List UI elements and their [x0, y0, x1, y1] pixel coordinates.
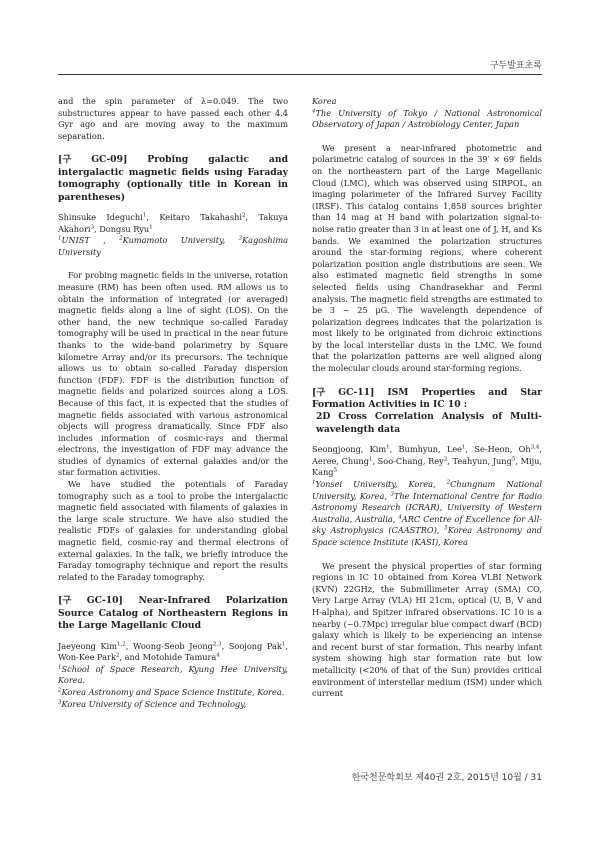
gc10-affiliation-4: $^4$The University of Tokyo / National Astronomical Observatory of Japan / Astrobiology Center, Japan	[312, 107, 542, 130]
gc10-affiliation-2: $^2$Korea Astronomy and Space Science Institute, Korea.	[58, 687, 285, 697]
previous-abstract-continuation: and the spin parameter of λ=0.049. The two substructures appear to have passed each other 4.4 Gyr ago and are moving away to the maximum separation.	[58, 96, 288, 141]
gc10-title: [구 GC-10] Near-Infrared Polarization Source Catalog of Northeastern Regions in the Large Magellanic Cloud	[58, 595, 288, 632]
gc10-affiliation-1: $^1$School of Space Research, Kyung Hee University, Korea.	[58, 663, 288, 686]
gc09-affiliations: $^1$UNIST , $^2$Kumamoto University, $^3$Kagoshima University	[58, 235, 288, 257]
gc09-title: [구 GC-09] Probing galactic and intergalactic magnetic fields using Faraday tomography (optionally title in Korean in parentheses)	[58, 154, 288, 203]
gc10-authors: Jaeyeong Kim$^{1,2}$, Woong-Seob Jeong$^{2,3}$, Soojong Pak$^1$, Won-Kee Park$^2$, and Motohide Tamura$^4$	[58, 640, 288, 663]
gc11-title-line-2: 2D Cross Correlation Analysis of Multi-wavelength data	[316, 411, 542, 435]
left-column	[58, 96, 288, 710]
section-header-label: 구두발표초록	[489, 61, 542, 71]
gc09-authors: Shinsuke Ideguchi$^1$, Keitaro Takahashi$^2$, Takuya Akahori$^3$, Dongsu Ryu$^1$	[58, 212, 288, 234]
gc10-abstract: We present a near-infrared photometric and polarimetric catalog of sources in the 39′ × 69′ fields on the northeastern part of the Large Magellanic Cloud (LMC), which was observed using SIRPOL, an imaging polarimeter of the Infrared Survey Facility (IRSF). This catalog contains 1,858 sources brighter than 14 mag at H band with polarization signal-to-noise ratio greater than 3 in at least one of J, H, and Ks bands. We examined the polarization structures around the star-forming regions, where coherent polarization position angle distributions are seen. We also estimated magnetic field strengths in some selected fields using Chandrasekhar and Fermi analysis. The magnetic field strengths are estimated to be 3 ~ 25 μG. The wavelength dependence of polarization degrees indicates that the polarization is most likely to be originated from dichroic extinctions by the local interstellar dusts in the LMC. We found that the polarization patterns are well aligned along the molecular clouds around star-forming regions.	[312, 142, 542, 374]
gc11-abstract: We present the physical properties of star forming regions in IC 10 obtained from Korea VLBI Network (KVN) 22GHz, the Submillimeter Array (SMA) CO, Very Large Array (VLA) HI 21cm, optical (U, B, V and H-alpha), and Spitzer infrared observations. IC 10 is a nearby (~0.7Mpc) irregular blue compact dwarf (BCD) galaxy which is likely to be experiencing an intense and recent burst of star formation. This nearby infant system showing high star formation rate but low metallicity (<20% of that of the Sun) provides critical environment of interstellar medium (ISM) under which current	[312, 560, 542, 699]
page-footer: 한국천문학회보 제40권 2호, 2015년 10월 / 31	[351, 773, 542, 783]
gc11-authors: Seongjoong, Kim$^1$, Bumhyun, Lee$^1$, Se-Heon, Oh$^{3,4}$, Aeree, Chung$^1$, Soo-Chang, Rey$^2$, Teahyun, Jung$^5$, Miju, Kang$^5$	[312, 444, 542, 478]
gc09-abstract-paragraph-2: We have studied the potentials of Faraday tomography such as a tool to probe the intergalactic magnetic field associated with filaments of galaxies in the large scale structure. We have also studied the realistic FDFs of galaxies for understanding global magnetic field, cosmic-ray and thermal electrons of external galaxies. In the talk, we briefly introduce the Faraday tomography technique and report the results related to the Faraday tomography.	[58, 479, 288, 582]
gc10-affiliation-3: $^3$Korea University of Science and Technology,	[58, 698, 247, 709]
header-rule	[58, 74, 542, 75]
gc11-title-line-1: [구 GC-11] ISM Properties and Star Formation Activities in IC 10 :	[312, 386, 542, 411]
gc09-abstract-paragraph-1: For probing magnetic fields in the universe, rotation measure (RM) has been often used. RM allows us to obtain the information of integrated (or averaged) magnetic fields along a line of sight (LOS). On the other hand, the new technique so-called Faraday tomography will be used in practical in the near future thanks to the wide-band polarimetry by Square kilometre Array and/or its precursors. The technique allows us to obtain so-called Faraday dispersion function (FDF). FDF is the distribution function of magnetic fields and polarized sources along a LOS. Because of this fact, it is expected that the studies of magnetic fields associated with various astronomical objects will progress dramatically. Since FDF also includes information of cosmic-rays and thermal electrons, the investigation of FDF may advance the studies of dynamics of external galaxies and/or the star formation activities.	[58, 270, 288, 478]
gc10-affiliation-3-continued: Korea	[312, 96, 337, 106]
gc11-affiliations: $^1$Yonsei University, Korea, $^2$Chungnam National University, Korea, $^3$The International Centre for Radio Astronomy Research (ICRAR), University of Western Australia, Australia, $^4$ARC Centre of Excellence for All-sky Astrophysics (CAASTRO), $^5$Korea Astronomy and Space science Institute (KASI), Korea	[312, 479, 542, 548]
right-column	[312, 96, 542, 700]
